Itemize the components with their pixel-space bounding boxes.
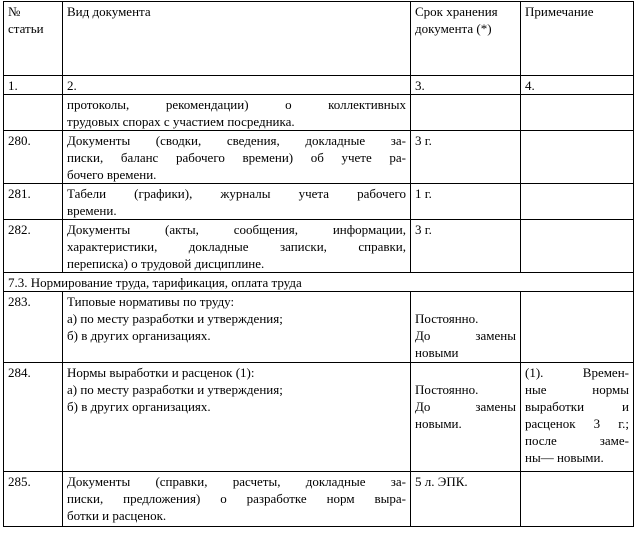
header-doc-type (63, 2, 411, 76)
row-note (521, 220, 634, 273)
note-line: (1). Времен- (525, 365, 629, 380)
row-note (521, 363, 634, 472)
row-line: характеристики, докладные записки, справки, (67, 239, 406, 254)
continuation-line: протоколы, рекомендации) о коллективных (67, 97, 406, 112)
spacer (415, 364, 516, 381)
row-line: писки, предложения) о разработке норм выра- (67, 491, 406, 506)
row-line: Документы (справки, расчеты, докладные за- (67, 474, 406, 489)
row-period (411, 363, 521, 472)
row-line: переписка) о трудовой дисциплине. (67, 256, 265, 271)
row-period: 5 л. ЭПК. (411, 472, 521, 527)
row-period: 3 г. (411, 220, 521, 273)
table-row (4, 220, 634, 273)
header-note (521, 2, 634, 76)
row-line: времени. (67, 203, 117, 218)
table-row (4, 131, 634, 184)
continuation-text (63, 95, 411, 131)
header-doc-type-text: Вид документа (67, 4, 151, 19)
period-line: новыми (415, 345, 459, 360)
row-note (521, 131, 634, 184)
table-row (4, 292, 634, 363)
note-line: выработки и (525, 399, 629, 414)
row-period (411, 292, 521, 363)
section-row (4, 273, 634, 292)
note-line: ные нормы (525, 382, 629, 397)
period-line: новыми. (415, 416, 462, 431)
period-line: Постоянно. (415, 382, 479, 397)
index-c1: 1. (4, 76, 63, 95)
row-period: 1 г. (411, 184, 521, 220)
note-line: ны— новыми. (525, 450, 604, 465)
row-line: писки, баланс рабочего времени) об учете ра- (67, 150, 406, 165)
row-note (521, 292, 634, 363)
spacer (415, 293, 516, 310)
row-line: ботки и расценок. (67, 508, 167, 523)
continuation-note (521, 95, 634, 131)
row-num: 284. (4, 363, 63, 472)
row-line: бочего времени. (67, 167, 157, 182)
row-line: б) в других организациях. (67, 399, 211, 414)
row-line: б) в других организациях. (67, 328, 211, 343)
row-line: а) по месту разработки и утверждения; (67, 382, 283, 397)
header-num (4, 2, 63, 76)
row-doc-type (63, 220, 411, 273)
note-line: расценок 3 г.; (525, 416, 629, 431)
table-row (4, 363, 634, 472)
period-line: До замены (415, 328, 516, 343)
row-line: а) по месту разработки и утверждения; (67, 311, 283, 326)
row-doc-type (63, 131, 411, 184)
row-num: 283. (4, 292, 63, 363)
header-row (4, 2, 634, 76)
row-doc-type (63, 292, 411, 363)
period-line: До замены (415, 399, 516, 414)
row-period: 3 г. (411, 131, 521, 184)
index-c3: 3. (411, 76, 521, 95)
row-line: Документы (акты, сообщения, информации, (67, 222, 406, 237)
row-note (521, 184, 634, 220)
continuation-num (4, 95, 63, 131)
table-row (4, 472, 634, 527)
row-line: Нормы выработки и расценок (1): (67, 365, 255, 380)
index-c2: 2. (63, 76, 411, 95)
row-num: 280. (4, 131, 63, 184)
continuation-period (411, 95, 521, 131)
row-line: Типовые нормативы по труду: (67, 294, 235, 309)
note-line: после заме- (525, 433, 629, 448)
continuation-row (4, 95, 634, 131)
row-line: Табели (графики), журналы учета рабочего (67, 186, 406, 201)
row-doc-type (63, 363, 411, 472)
index-row (4, 76, 634, 95)
row-num: 281. (4, 184, 63, 220)
continuation-line: трудовых спорах с участием посредника. (67, 114, 295, 129)
row-doc-type (63, 184, 411, 220)
row-line: Документы (сводки, сведения, докладные за- (67, 133, 406, 148)
table-row (4, 184, 634, 220)
index-c4: 4. (521, 76, 634, 95)
row-doc-type (63, 472, 411, 527)
header-note-text: Примечание (525, 4, 594, 19)
period-line: Постоянно. (415, 311, 479, 326)
header-num-text: № статьи (8, 4, 44, 36)
row-num: 285. (4, 472, 63, 527)
header-period-text: Срок хранения документа (*) (415, 4, 498, 36)
header-period (411, 2, 521, 76)
section-title: 7.3. Нормирование труда, тарификация, оплата труда (4, 273, 634, 292)
row-note (521, 472, 634, 527)
records-retention-table (3, 1, 634, 527)
row-num: 282. (4, 220, 63, 273)
